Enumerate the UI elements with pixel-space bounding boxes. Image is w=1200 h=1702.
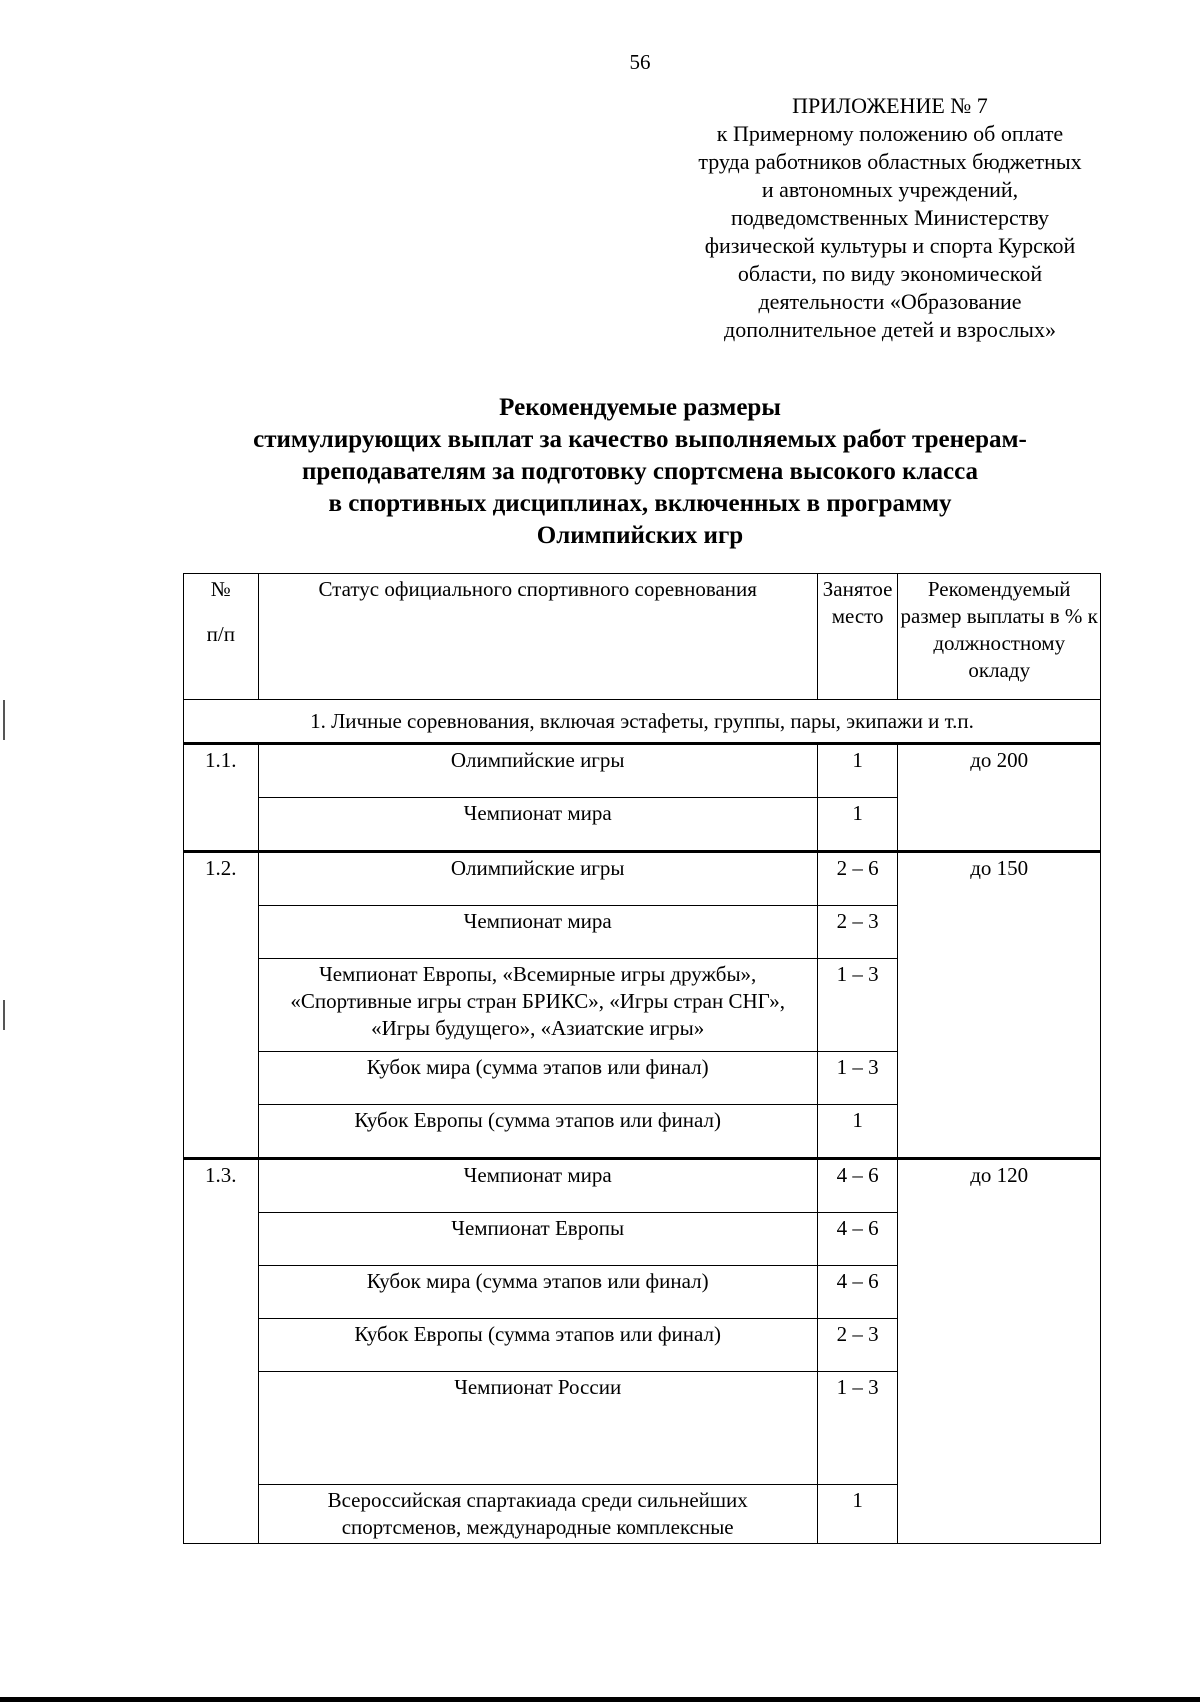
table-row: [184, 852, 1101, 906]
title-line: в спортивных дисциплинах, включенных в программу: [328, 490, 952, 517]
appendix-line: деятельности «Образование: [758, 289, 1022, 314]
row-place: 2 – 6: [817, 852, 898, 906]
header-status: Статус официального спортивного соревнования: [258, 574, 817, 700]
header-number: № п/п: [184, 574, 259, 700]
payments-table: [183, 573, 1101, 1544]
row-place: 4 – 6: [817, 1266, 898, 1319]
row-place: 2 – 3: [817, 1319, 898, 1372]
row-status: Олимпийские игры: [258, 744, 817, 798]
row-place: 4 – 6: [817, 1159, 898, 1213]
appendix-line: к Примерному положению об оплате: [716, 121, 1064, 146]
appendix-line: дополнительное детей и взрослых»: [724, 317, 1056, 342]
table-header-row: [184, 574, 1101, 700]
appendix-title: ПРИЛОЖЕНИЕ № 7: [792, 93, 988, 118]
section-title: 1. Личные соревнования, включая эстафеты, группы, пары, экипажи и т.п.: [184, 700, 1101, 744]
row-status: Чемпионат России: [258, 1372, 817, 1485]
appendix-header: [620, 92, 1160, 344]
title-line: преподавателям за подготовку спортсмена высокого класса: [301, 458, 979, 485]
row-amount: до 150: [898, 852, 1101, 1159]
row-status: Олимпийские игры: [258, 852, 817, 906]
table-row: [184, 1159, 1101, 1213]
row-place: 1 – 3: [817, 1372, 898, 1485]
row-status: Чемпионат мира: [258, 798, 817, 852]
row-status: Кубок мира (сумма этапов или финал): [258, 1266, 817, 1319]
appendix-line: физической культуры и спорта Курской: [704, 233, 1076, 258]
row-status: Кубок мира (сумма этапов или финал): [258, 1052, 817, 1105]
appendix-line: подведомственных Министерству: [730, 205, 1050, 230]
row-place: 1: [817, 1105, 898, 1159]
row-place: 4 – 6: [817, 1213, 898, 1266]
appendix-line: труда работников областных бюджетных: [698, 149, 1082, 174]
row-place: 1: [817, 1485, 898, 1544]
row-place: 2 – 3: [817, 906, 898, 959]
scan-bottom-edge: [0, 1697, 1200, 1702]
row-place: 1: [817, 744, 898, 798]
row-amount: до 200: [898, 744, 1101, 852]
row-status: Чемпионат мира: [258, 906, 817, 959]
document-title: [150, 392, 1130, 552]
page-number: 56: [629, 50, 651, 74]
scan-edge-mark: [3, 1000, 5, 1030]
scan-edge-mark: [3, 700, 5, 740]
row-status: Чемпионат Европы, «Всемирные игры дружбы», «Спортивные игры стран БРИКС», «Игры стран СНГ», «Игры будущего», «Азиатские игры»: [258, 959, 817, 1052]
title-line: стимулирующих выплат за качество выполняемых работ тренерам-: [253, 426, 1027, 453]
row-number: 1.2.: [184, 852, 259, 1159]
appendix-line: и автономных учреждений,: [761, 177, 1019, 202]
row-place: 1: [817, 798, 898, 852]
table-row: [184, 744, 1101, 798]
row-amount: до 120: [898, 1159, 1101, 1544]
row-status: Чемпионат мира: [258, 1159, 817, 1213]
row-status: Кубок Европы (сумма этапов или финал): [258, 1319, 817, 1372]
row-place: 1 – 3: [817, 959, 898, 1052]
row-number: 1.1.: [184, 744, 259, 852]
row-status: Всероссийская спартакиада среди сильнейших спортсменов, международные комплексные: [258, 1485, 817, 1544]
row-place: 1 – 3: [817, 1052, 898, 1105]
row-number: 1.3.: [184, 1159, 259, 1544]
row-status: Кубок Европы (сумма этапов или финал): [258, 1105, 817, 1159]
title-line: Олимпийских игр: [536, 522, 744, 549]
section-row: [184, 700, 1101, 744]
row-status: Чемпионат Европы: [258, 1213, 817, 1266]
header-place: Занятое место: [817, 574, 898, 700]
title-line: Рекомендуемые размеры: [499, 394, 781, 421]
appendix-line: области, по виду экономической: [737, 261, 1043, 286]
header-recommended: Рекомендуемый размер выплаты в % к должностному окладу: [898, 574, 1101, 700]
